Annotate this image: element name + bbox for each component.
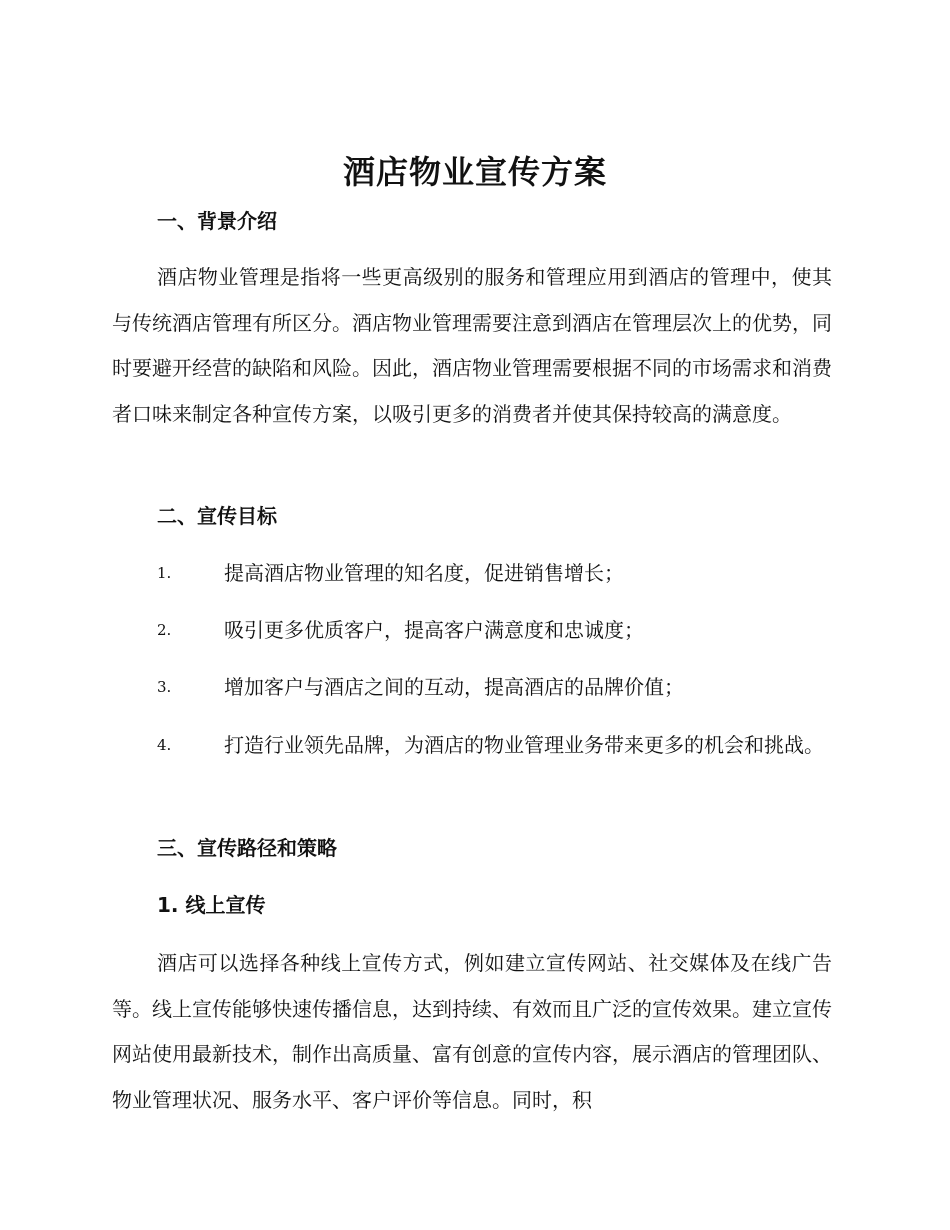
section-heading-goals: 二、宣传目标	[157, 504, 277, 528]
list-item-number: 1.	[157, 564, 172, 582]
online-paragraph: 酒店可以选择各种线上宣传方式，例如建立宣传网站、社交媒体及在线广告等。线上宣传能够快速传播信息，达到持续、有效而且广泛的宣传效果。建立宣传网站使用最新技术，制作出高质量、富有创意的宣传内容，展示酒店的管理团队、物业管理状况、服务水平、客户评价等信息。同时，积	[112, 951, 832, 1112]
document-title: 酒店物业宣传方案	[342, 153, 607, 191]
list-item-text: 提高酒店物业管理的知名度，促进销售增长；	[224, 561, 624, 585]
list-item-number: 2.	[157, 621, 172, 639]
list-item-number: 3.	[157, 678, 172, 696]
background-paragraph: 酒店物业管理是指将一些更高级别的服务和管理应用到酒店的管理中，使其与传统酒店管理有所区分。酒店物业管理需要注意到酒店在管理层次上的优势，同时要避开经营的缺陷和风险。因此，酒店物业管理需要根据不同的市场需求和消费者口味来制定各种宣传方案，以吸引更多的消费者并使其保持较高的满意度。	[112, 265, 832, 426]
list-item	[112, 665, 832, 711]
list-item	[112, 723, 832, 769]
list-item-number: 4.	[157, 736, 172, 754]
list-item-text: 吸引更多优质客户，提高客户满意度和忠诚度；	[224, 618, 644, 642]
section-heading-background: 一、背景介绍	[157, 209, 277, 233]
list-item	[112, 608, 832, 654]
list-item-text: 打造行业领先品牌，为酒店的物业管理业务带来更多的机会和挑战。	[224, 733, 824, 757]
list-item	[112, 551, 832, 597]
section-heading-strategy: 三、宣传路径和策略	[157, 836, 337, 860]
subsection-heading-online: 1. 线上宣传	[157, 893, 266, 917]
list-item-text: 增加客户与酒店之间的互动，提高酒店的品牌价值；	[224, 675, 684, 699]
